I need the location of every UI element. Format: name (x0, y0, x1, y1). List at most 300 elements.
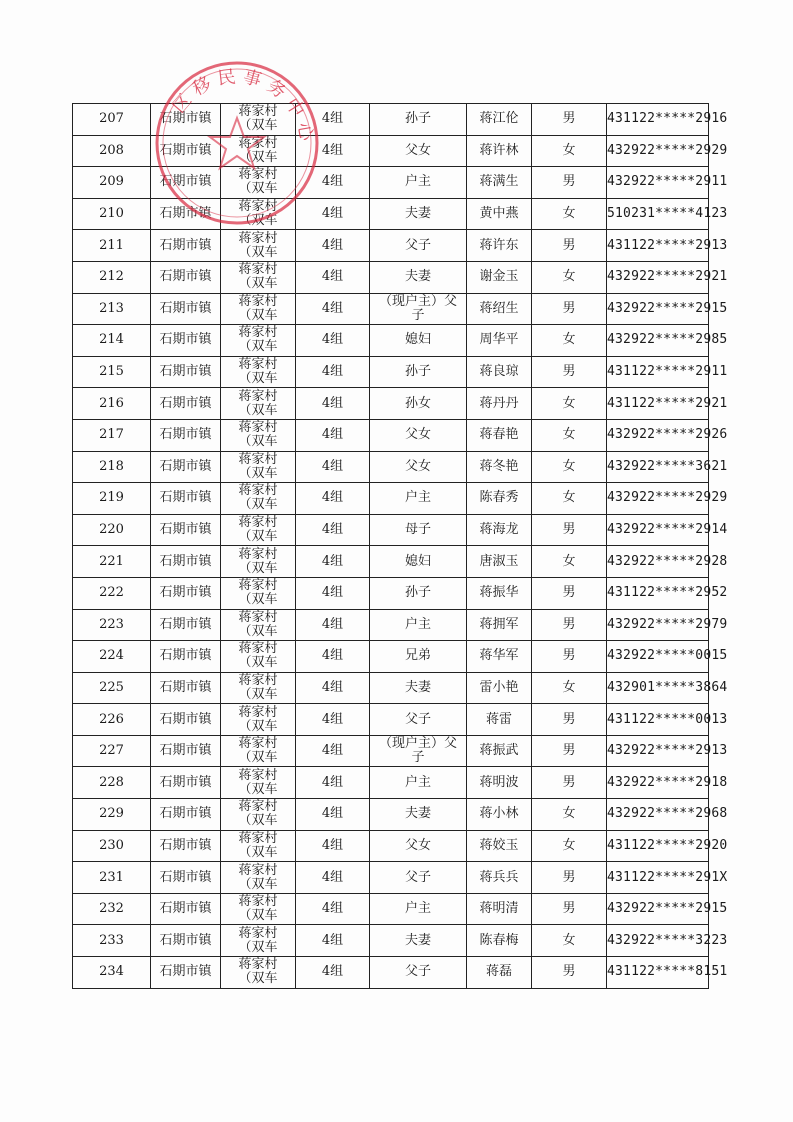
table-row (73, 325, 709, 357)
village-cell-line: 蒋家村 (238, 704, 278, 720)
town-cell: 石期市镇 (151, 325, 221, 357)
town-cell: 石期市镇 (151, 925, 221, 957)
group-cell: 4组 (296, 514, 370, 546)
relation-cell: 夫妻 (370, 799, 467, 831)
row-number-cell: 209 (73, 167, 151, 199)
village-cell (221, 514, 296, 546)
town-cell: 石期市镇 (151, 735, 221, 767)
id-number-cell: 432922*****2911 (607, 167, 709, 199)
roster-body (73, 104, 728, 989)
village-cell (221, 293, 296, 325)
name-cell: 蒋明波 (467, 767, 532, 799)
village-cell (221, 483, 296, 515)
table-row (73, 925, 709, 957)
village-cell-line: （双车 (238, 118, 278, 134)
group-cell: 4组 (296, 293, 370, 325)
name-cell: 蒋姣玉 (467, 830, 532, 862)
village-cell-line: 蒋家村 (238, 293, 278, 309)
id-number-cell: 432922*****2915 (607, 293, 709, 325)
village-cell-line: 蒋家村 (238, 641, 278, 657)
village-cell (221, 609, 296, 641)
id-number-cell: 432922*****2929 (607, 483, 709, 515)
name-cell: 蒋绍生 (467, 293, 532, 325)
name-cell: 周华平 (467, 325, 532, 357)
row-number-cell: 211 (73, 230, 151, 262)
town-cell: 石期市镇 (151, 546, 221, 578)
name-cell: 蒋冬艳 (467, 451, 532, 483)
gender-cell: 女 (532, 325, 607, 357)
row-number-cell: 214 (73, 325, 151, 357)
relation-cell: 孙子 (370, 577, 467, 609)
group-cell: 4组 (296, 451, 370, 483)
village-cell (221, 198, 296, 230)
name-cell: 蒋江伦 (467, 104, 532, 136)
village-cell (221, 325, 296, 357)
gender-cell: 男 (532, 862, 607, 894)
name-cell: 蒋华军 (467, 641, 532, 673)
table-row (73, 799, 709, 831)
group-cell: 4组 (296, 419, 370, 451)
village-cell-line: （双车 (238, 434, 278, 450)
row-number-cell: 216 (73, 388, 151, 420)
relation-cell: 户主 (370, 893, 467, 925)
village-cell (221, 799, 296, 831)
name-cell: 蒋良琼 (467, 356, 532, 388)
village-cell-line: 蒋家村 (238, 578, 278, 594)
row-number-cell: 230 (73, 830, 151, 862)
table-row (73, 609, 709, 641)
village-cell-line: 蒋家村 (238, 736, 278, 752)
group-cell: 4组 (296, 388, 370, 420)
name-cell: 黄中燕 (467, 198, 532, 230)
name-cell: 蒋雷 (467, 704, 532, 736)
village-cell-line: （双车 (238, 339, 278, 355)
table-row (73, 135, 709, 167)
group-cell: 4组 (296, 672, 370, 704)
relation-cell: 兄弟 (370, 641, 467, 673)
table-row (73, 198, 709, 230)
gender-cell: 女 (532, 925, 607, 957)
name-cell: 蒋满生 (467, 167, 532, 199)
village-cell-line: 蒋家村 (238, 894, 278, 910)
village-cell-line: 蒋家村 (238, 483, 278, 499)
name-cell: 蒋拥军 (467, 609, 532, 641)
relation-cell: 孙子 (370, 356, 467, 388)
id-number-cell: 432922*****0015 (607, 641, 709, 673)
gender-cell: 男 (532, 893, 607, 925)
village-cell-line: （双车 (238, 939, 278, 955)
row-number-cell: 222 (73, 577, 151, 609)
table-row (73, 261, 709, 293)
id-number-cell: 432922*****2979 (607, 609, 709, 641)
name-cell: 陈春梅 (467, 925, 532, 957)
gender-cell: 男 (532, 767, 607, 799)
village-cell-line: （双车 (238, 971, 278, 987)
table-row (73, 830, 709, 862)
village-cell (221, 704, 296, 736)
row-number-cell: 221 (73, 546, 151, 578)
relation-cell: 父女 (370, 830, 467, 862)
gender-cell: 男 (532, 104, 607, 136)
gender-cell: 女 (532, 799, 607, 831)
gender-cell: 男 (532, 704, 607, 736)
village-cell (221, 546, 296, 578)
id-number-cell: 432922*****2921 (607, 261, 709, 293)
village-cell (221, 135, 296, 167)
id-number-cell: 432922*****3621 (607, 451, 709, 483)
relation-cell: 孙女 (370, 388, 467, 420)
town-cell: 石期市镇 (151, 704, 221, 736)
group-cell: 4组 (296, 893, 370, 925)
group-cell: 4组 (296, 261, 370, 293)
town-cell: 石期市镇 (151, 672, 221, 704)
village-cell-line: （双车 (238, 276, 278, 292)
id-number-cell: 432922*****2985 (607, 325, 709, 357)
group-cell: 4组 (296, 483, 370, 515)
table-row (73, 767, 709, 799)
village-cell (221, 167, 296, 199)
name-cell: 蒋振武 (467, 735, 532, 767)
gender-cell: 男 (532, 957, 607, 989)
relation-cell: 父子 (370, 704, 467, 736)
village-cell-line: 蒋家村 (238, 262, 278, 278)
relation-cell-line: 子 (411, 307, 425, 323)
table-row (73, 104, 709, 136)
table-row (73, 167, 709, 199)
village-cell-line: 蒋家村 (238, 830, 278, 846)
name-cell: 雷小艳 (467, 672, 532, 704)
id-number-cell: 431122*****2913 (607, 230, 709, 262)
row-number-cell: 217 (73, 419, 151, 451)
gender-cell: 男 (532, 514, 607, 546)
village-cell (221, 893, 296, 925)
name-cell: 蒋海龙 (467, 514, 532, 546)
town-cell: 石期市镇 (151, 104, 221, 136)
gender-cell: 男 (532, 167, 607, 199)
gender-cell: 女 (532, 830, 607, 862)
relation-cell: 户主 (370, 167, 467, 199)
group-cell: 4组 (296, 767, 370, 799)
village-cell-line: 蒋家村 (238, 357, 278, 373)
group-cell: 4组 (296, 104, 370, 136)
village-cell-line: （双车 (238, 781, 278, 797)
table-row (73, 451, 709, 483)
group-cell: 4组 (296, 167, 370, 199)
village-cell-line: （双车 (238, 402, 278, 418)
town-cell: 石期市镇 (151, 862, 221, 894)
row-number-cell: 233 (73, 925, 151, 957)
id-number-cell: 432922*****3223 (607, 925, 709, 957)
group-cell: 4组 (296, 577, 370, 609)
village-cell (221, 767, 296, 799)
village-cell-line: （双车 (238, 213, 278, 229)
village-cell-line: 蒋家村 (238, 767, 278, 783)
village-cell-line: （双车 (238, 623, 278, 639)
village-cell (221, 577, 296, 609)
gender-cell: 男 (532, 230, 607, 262)
village-cell (221, 830, 296, 862)
village-cell-line: （双车 (238, 307, 278, 323)
id-number-cell: 431122*****2911 (607, 356, 709, 388)
name-cell: 蒋小林 (467, 799, 532, 831)
relation-cell: 母子 (370, 514, 467, 546)
id-number-cell: 432922*****2913 (607, 735, 709, 767)
gender-cell: 男 (532, 735, 607, 767)
town-cell: 石期市镇 (151, 198, 221, 230)
table-row (73, 546, 709, 578)
village-cell-line: 蒋家村 (238, 230, 278, 246)
town-cell: 石期市镇 (151, 514, 221, 546)
village-cell-line: 蒋家村 (238, 515, 278, 531)
town-cell: 石期市镇 (151, 388, 221, 420)
name-cell: 蒋许东 (467, 230, 532, 262)
gender-cell: 女 (532, 198, 607, 230)
village-cell (221, 356, 296, 388)
village-cell (221, 419, 296, 451)
town-cell: 石期市镇 (151, 293, 221, 325)
id-number-cell: 431122*****0013 (607, 704, 709, 736)
row-number-cell: 218 (73, 451, 151, 483)
town-cell: 石期市镇 (151, 957, 221, 989)
row-number-cell: 232 (73, 893, 151, 925)
row-number-cell: 215 (73, 356, 151, 388)
village-cell-line: （双车 (238, 655, 278, 671)
gender-cell: 男 (532, 356, 607, 388)
town-cell: 石期市镇 (151, 799, 221, 831)
group-cell: 4组 (296, 325, 370, 357)
village-cell-line: （双车 (238, 750, 278, 766)
village-cell-line: 蒋家村 (238, 672, 278, 688)
relation-cell (370, 293, 467, 325)
village-cell-line: （双车 (238, 592, 278, 608)
row-number-cell: 207 (73, 104, 151, 136)
village-cell-line: 蒋家村 (238, 104, 278, 120)
town-cell: 石期市镇 (151, 167, 221, 199)
village-cell (221, 862, 296, 894)
village-cell (221, 388, 296, 420)
group-cell: 4组 (296, 135, 370, 167)
group-cell: 4组 (296, 925, 370, 957)
name-cell: 蒋振华 (467, 577, 532, 609)
id-number-cell: 432922*****2914 (607, 514, 709, 546)
table-row (73, 862, 709, 894)
relation-cell-line: （现户主）父 (378, 293, 457, 309)
table-row (73, 293, 709, 325)
id-number-cell: 510231*****4123 (607, 198, 709, 230)
village-cell-line: （双车 (238, 149, 278, 165)
table-row (73, 230, 709, 262)
name-cell: 谢金玉 (467, 261, 532, 293)
id-number-cell: 431122*****8151 (607, 957, 709, 989)
row-number-cell: 219 (73, 483, 151, 515)
row-number-cell: 227 (73, 735, 151, 767)
gender-cell: 男 (532, 609, 607, 641)
gender-cell: 女 (532, 672, 607, 704)
relation-cell: 父女 (370, 451, 467, 483)
town-cell: 石期市镇 (151, 419, 221, 451)
relation-cell: 父女 (370, 419, 467, 451)
village-cell-line: 蒋家村 (238, 325, 278, 341)
row-number-cell: 210 (73, 198, 151, 230)
table-row (73, 356, 709, 388)
group-cell: 4组 (296, 356, 370, 388)
village-cell (221, 230, 296, 262)
group-cell: 4组 (296, 957, 370, 989)
id-number-cell: 431122*****2952 (607, 577, 709, 609)
group-cell: 4组 (296, 609, 370, 641)
id-number-cell: 432922*****2929 (607, 135, 709, 167)
village-cell-line: （双车 (238, 465, 278, 481)
village-cell (221, 104, 296, 136)
village-cell-line: （双车 (238, 908, 278, 924)
village-cell-line: 蒋家村 (238, 799, 278, 815)
village-cell-line: （双车 (238, 718, 278, 734)
group-cell: 4组 (296, 735, 370, 767)
village-cell-line: 蒋家村 (238, 546, 278, 562)
gender-cell: 女 (532, 419, 607, 451)
table-row (73, 957, 709, 989)
seal-text: 区移民事务中心 (168, 65, 318, 149)
name-cell: 陈春秀 (467, 483, 532, 515)
relation-cell: 户主 (370, 483, 467, 515)
town-cell: 石期市镇 (151, 483, 221, 515)
row-number-cell: 223 (73, 609, 151, 641)
village-cell (221, 451, 296, 483)
relation-cell: 夫妻 (370, 672, 467, 704)
relation-cell: 夫妻 (370, 198, 467, 230)
town-cell: 石期市镇 (151, 356, 221, 388)
town-cell: 石期市镇 (151, 577, 221, 609)
town-cell: 石期市镇 (151, 641, 221, 673)
village-cell-line: （双车 (238, 844, 278, 860)
relation-cell: 媳妇 (370, 325, 467, 357)
village-cell-line: 蒋家村 (238, 925, 278, 941)
row-number-cell: 228 (73, 767, 151, 799)
village-cell-line: （双车 (238, 497, 278, 513)
gender-cell: 女 (532, 483, 607, 515)
relation-cell: 户主 (370, 609, 467, 641)
name-cell: 蒋春艳 (467, 419, 532, 451)
village-cell (221, 261, 296, 293)
table-row (73, 388, 709, 420)
table-row (73, 704, 709, 736)
relation-cell: 户主 (370, 767, 467, 799)
group-cell: 4组 (296, 230, 370, 262)
relation-cell: 父子 (370, 230, 467, 262)
village-cell-line: （双车 (238, 371, 278, 387)
village-cell (221, 735, 296, 767)
gender-cell: 女 (532, 388, 607, 420)
town-cell: 石期市镇 (151, 230, 221, 262)
relation-cell (370, 735, 467, 767)
village-cell-line: 蒋家村 (238, 135, 278, 151)
town-cell: 石期市镇 (151, 893, 221, 925)
id-number-cell: 432922*****2915 (607, 893, 709, 925)
name-cell: 唐淑玉 (467, 546, 532, 578)
id-number-cell: 432901*****3864 (607, 672, 709, 704)
gender-cell: 女 (532, 261, 607, 293)
group-cell: 4组 (296, 704, 370, 736)
group-cell: 4组 (296, 862, 370, 894)
relation-cell: 夫妻 (370, 261, 467, 293)
name-cell: 蒋明清 (467, 893, 532, 925)
id-number-cell: 431122*****291X (607, 862, 709, 894)
id-number-cell: 432922*****2918 (607, 767, 709, 799)
gender-cell: 男 (532, 293, 607, 325)
village-cell-line: （双车 (238, 529, 278, 545)
village-cell (221, 641, 296, 673)
relation-cell: 父子 (370, 957, 467, 989)
group-cell: 4组 (296, 799, 370, 831)
village-cell-line: 蒋家村 (238, 862, 278, 878)
relation-cell-line: （现户主）父 (378, 736, 457, 752)
town-cell: 石期市镇 (151, 261, 221, 293)
row-number-cell: 224 (73, 641, 151, 673)
name-cell: 蒋许林 (467, 135, 532, 167)
row-number-cell: 229 (73, 799, 151, 831)
village-cell (221, 925, 296, 957)
village-cell-line: 蒋家村 (238, 388, 278, 404)
gender-cell: 男 (532, 577, 607, 609)
relation-cell: 孙子 (370, 104, 467, 136)
village-cell-line: （双车 (238, 876, 278, 892)
relation-cell: 父子 (370, 862, 467, 894)
village-cell-line: 蒋家村 (238, 420, 278, 436)
village-cell-line: 蒋家村 (238, 167, 278, 183)
id-number-cell: 432922*****2968 (607, 799, 709, 831)
village-cell-line: （双车 (238, 686, 278, 702)
row-number-cell: 231 (73, 862, 151, 894)
name-cell: 蒋磊 (467, 957, 532, 989)
village-cell-line: （双车 (238, 560, 278, 576)
town-cell: 石期市镇 (151, 451, 221, 483)
village-cell-line: 蒋家村 (238, 451, 278, 467)
gender-cell: 女 (532, 135, 607, 167)
row-number-cell: 212 (73, 261, 151, 293)
id-number-cell: 431122*****2921 (607, 388, 709, 420)
row-number-cell: 226 (73, 704, 151, 736)
table-row (73, 514, 709, 546)
table-row (73, 893, 709, 925)
table-row (73, 577, 709, 609)
table-row (73, 419, 709, 451)
village-cell-line: （双车 (238, 181, 278, 197)
name-cell: 蒋丹丹 (467, 388, 532, 420)
gender-cell: 女 (532, 546, 607, 578)
table-row (73, 672, 709, 704)
table-row (73, 641, 709, 673)
resident-roster-table (72, 103, 728, 989)
village-cell (221, 672, 296, 704)
relation-cell: 夫妻 (370, 925, 467, 957)
name-cell: 蒋兵兵 (467, 862, 532, 894)
village-cell-line: （双车 (238, 813, 278, 829)
row-number-cell: 220 (73, 514, 151, 546)
relation-cell-line: 子 (411, 750, 425, 766)
id-number-cell: 432922*****2926 (607, 419, 709, 451)
relation-cell: 父女 (370, 135, 467, 167)
town-cell: 石期市镇 (151, 830, 221, 862)
gender-cell: 男 (532, 641, 607, 673)
village-cell (221, 957, 296, 989)
gender-cell: 女 (532, 451, 607, 483)
group-cell: 4组 (296, 546, 370, 578)
row-number-cell: 208 (73, 135, 151, 167)
row-number-cell: 213 (73, 293, 151, 325)
id-number-cell: 431122*****2916 (607, 104, 709, 136)
row-number-cell: 225 (73, 672, 151, 704)
row-number-cell: 234 (73, 957, 151, 989)
